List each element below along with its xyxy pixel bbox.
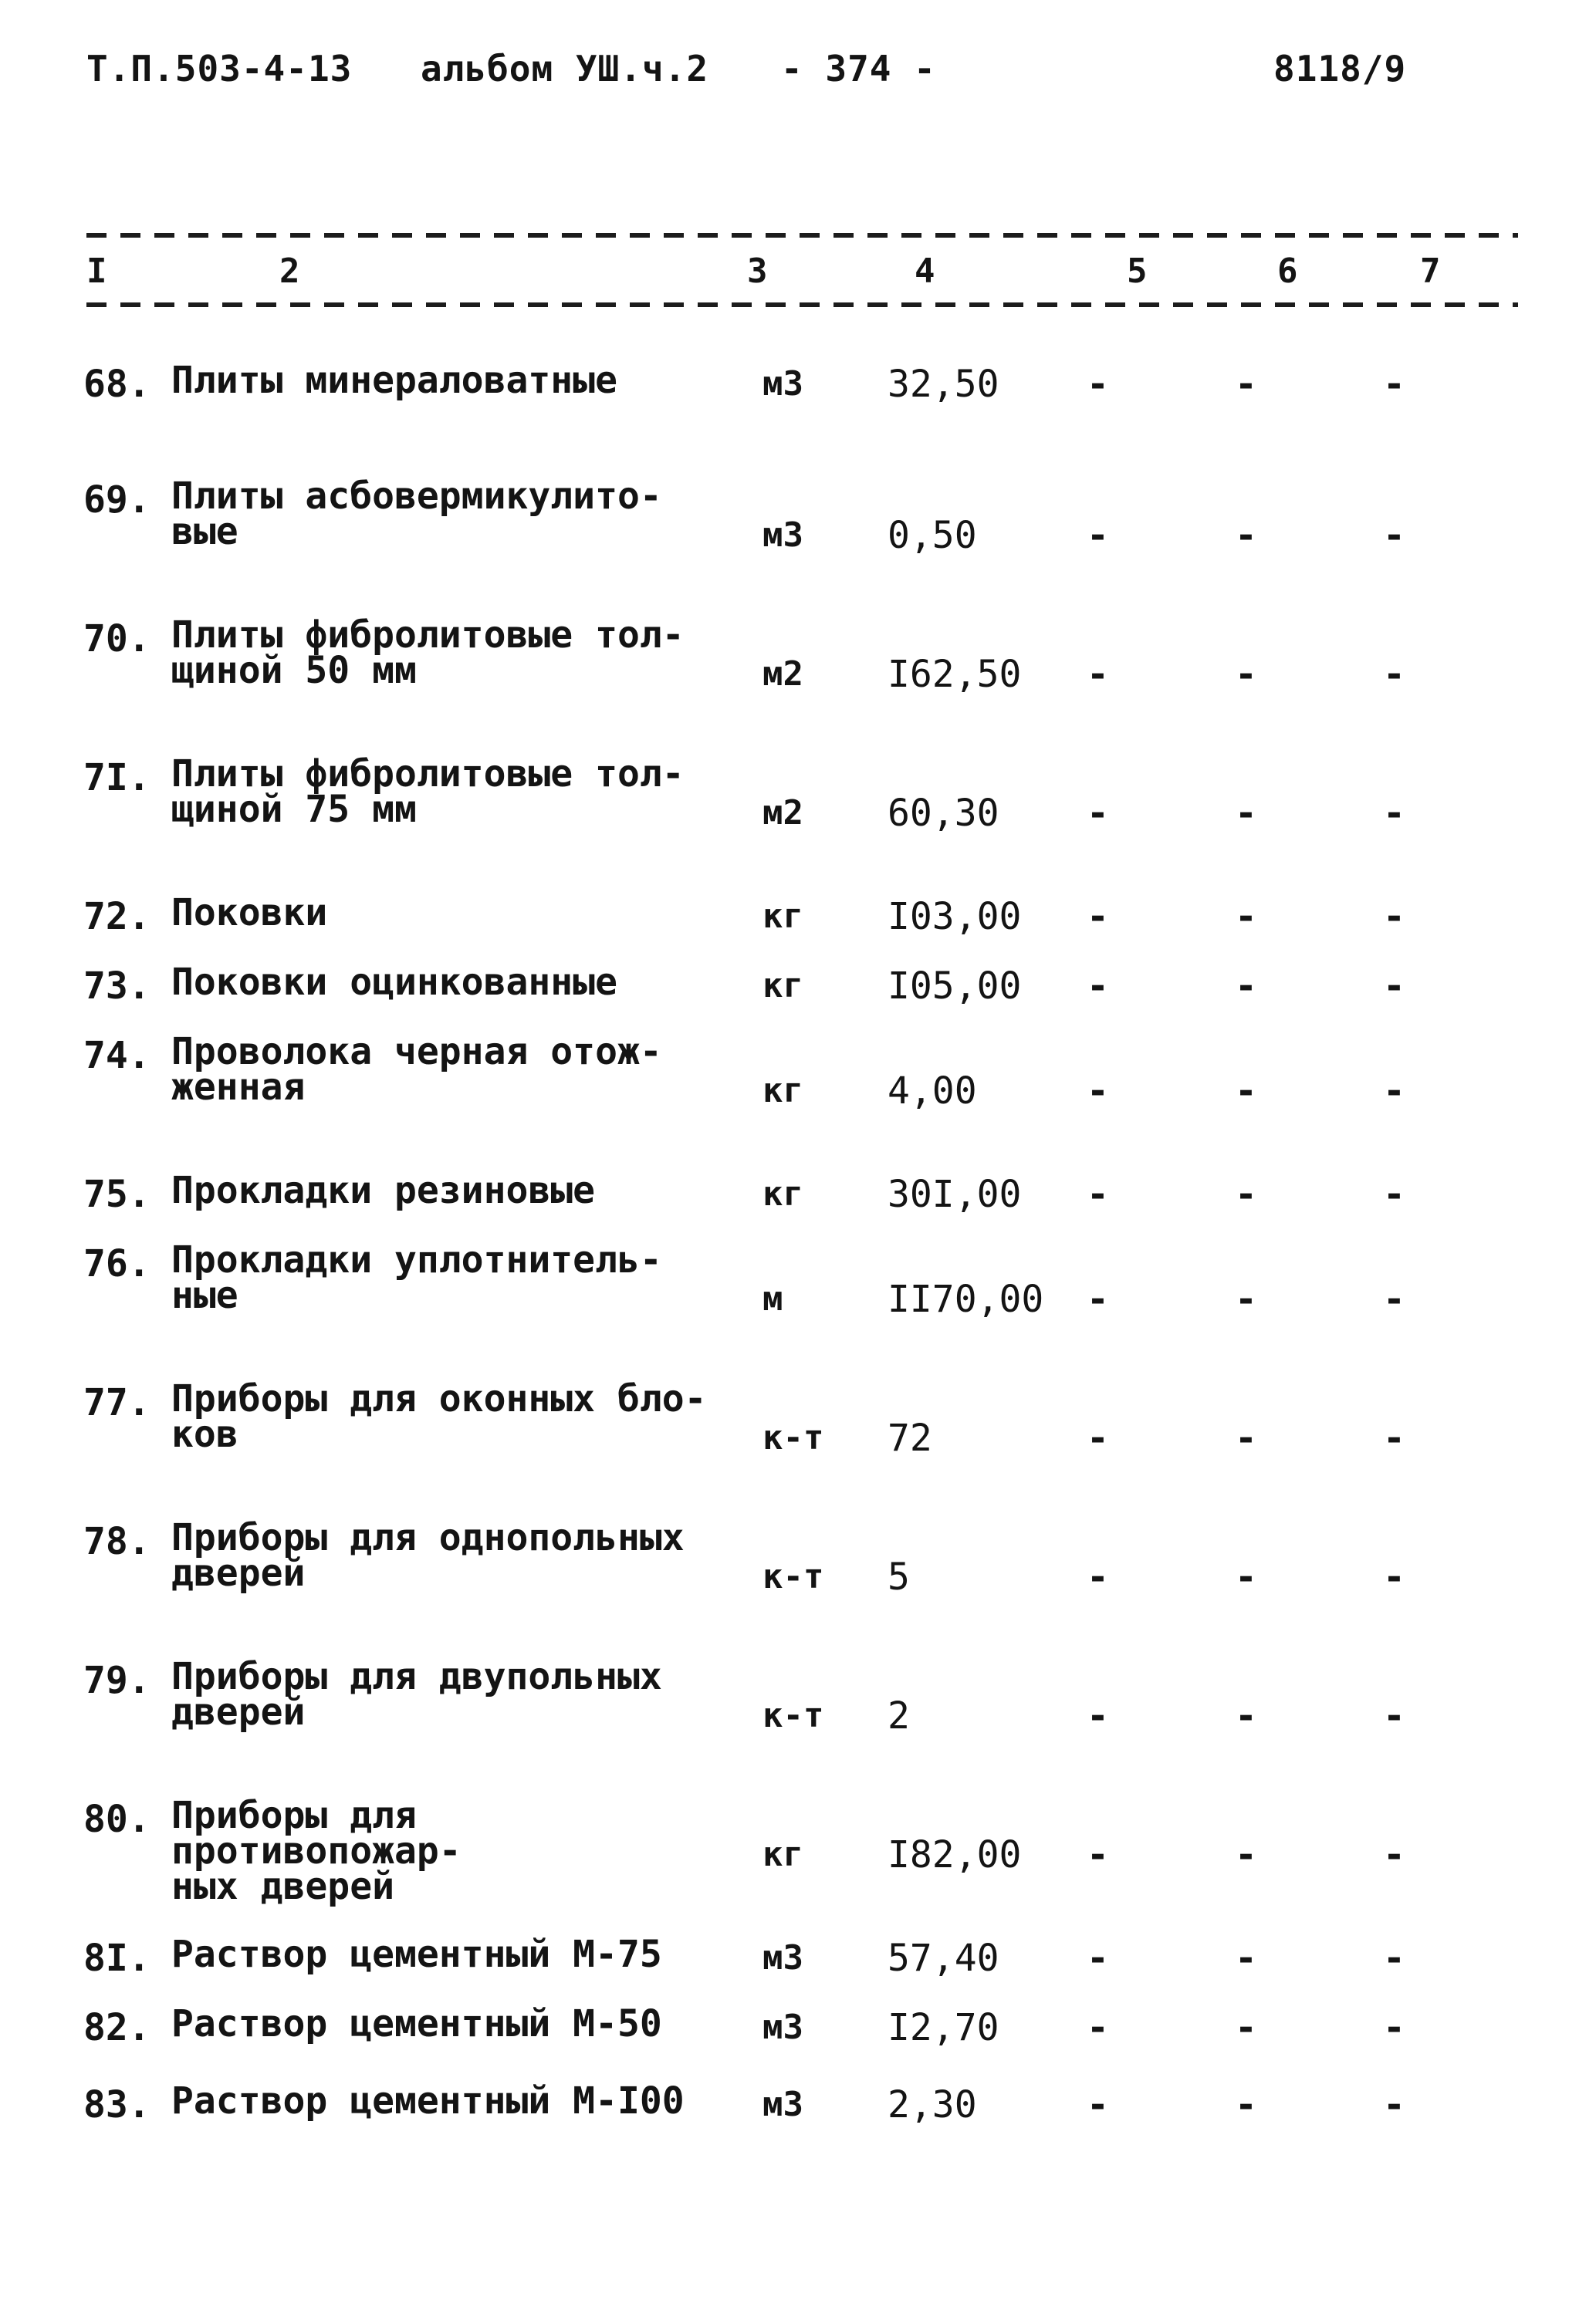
row-number: 7I. (83, 756, 150, 799)
column-7-value: - (1383, 1833, 1405, 1876)
quantity: 57,40 (888, 1937, 999, 1980)
material-name: Плиты минераловатные (171, 359, 617, 402)
unit-of-measure: м3 (762, 2008, 803, 2047)
unit-of-measure: к-т (762, 1557, 824, 1596)
column-6-value: - (1235, 1937, 1257, 1980)
column-5-value: - (1087, 1833, 1109, 1876)
column-5-value: - (1087, 1069, 1109, 1113)
column-5-value: - (1087, 2006, 1109, 2049)
column-5-value: - (1087, 792, 1109, 835)
unit-of-measure: кг (762, 897, 803, 936)
column-number-3: 3 (747, 252, 768, 291)
album-reference: альбом УШ.ч.2 (421, 48, 709, 90)
row-number: 83. (83, 2083, 150, 2126)
unit-of-measure: кг (762, 1071, 803, 1110)
quantity: 4,00 (888, 1069, 977, 1113)
column-number-7: 7 (1420, 252, 1441, 291)
quantity: I03,00 (888, 895, 1022, 938)
unit-of-measure: м2 (762, 654, 803, 694)
column-6-value: - (1235, 2006, 1257, 2049)
column-6-value: - (1235, 1833, 1257, 1876)
material-name: Плиты асбовермикулито- вые (171, 475, 662, 553)
column-6-value: - (1235, 514, 1257, 557)
column-7-value: - (1383, 514, 1405, 557)
column-6-value: - (1235, 1278, 1257, 1321)
column-5-value: - (1087, 1694, 1109, 1738)
unit-of-measure: м2 (762, 793, 803, 833)
column-7-value: - (1383, 792, 1405, 835)
material-name: Раствор цементный М-50 (171, 2002, 662, 2045)
unit-of-measure: кг (762, 1835, 803, 1874)
unit-of-measure: к-т (762, 1418, 824, 1458)
column-5-value: - (1087, 514, 1109, 557)
column-5-value: - (1087, 1937, 1109, 1980)
quantity: 0,50 (888, 514, 977, 557)
column-6-value: - (1235, 792, 1257, 835)
page-number: - 374 - (781, 48, 936, 90)
column-7-value: - (1383, 1278, 1405, 1321)
quantity: 2 (888, 1694, 910, 1738)
quantity: 30I,00 (888, 1173, 1022, 1216)
table-header-rule (86, 302, 1518, 307)
document-number: 8118/9 (1273, 48, 1407, 90)
column-5-value: - (1087, 1173, 1109, 1216)
quantity: 60,30 (888, 792, 999, 835)
unit-of-measure: м (762, 1279, 783, 1319)
column-7-value: - (1383, 1069, 1405, 1113)
material-name: Приборы для двупольных дверей (171, 1655, 662, 1734)
quantity: II70,00 (888, 1278, 1044, 1321)
quantity: 2,30 (888, 2083, 977, 2126)
unit-of-measure: м3 (762, 1938, 803, 1978)
column-6-value: - (1235, 1173, 1257, 1216)
material-name: Прокладки уплотнитель- ные (171, 1238, 662, 1317)
material-name: Плиты фибролитовые тол- щиной 75 мм (171, 752, 685, 831)
unit-of-measure: к-т (762, 1696, 824, 1735)
material-name: Поковки (171, 891, 328, 934)
column-7-value: - (1383, 964, 1405, 1008)
quantity: I2,70 (888, 2006, 999, 2049)
row-number: 69. (83, 478, 150, 522)
column-6-value: - (1235, 1417, 1257, 1460)
row-number: 72. (83, 895, 150, 938)
column-7-value: - (1383, 1173, 1405, 1216)
column-7-value: - (1383, 653, 1405, 696)
row-number: 70. (83, 617, 150, 660)
column-5-value: - (1087, 363, 1109, 406)
row-number: 76. (83, 1242, 150, 1285)
row-number: 79. (83, 1659, 150, 1702)
row-number: 68. (83, 363, 150, 406)
column-7-value: - (1383, 1556, 1405, 1599)
column-7-value: - (1383, 1937, 1405, 1980)
column-6-value: - (1235, 1694, 1257, 1738)
row-number: 82. (83, 2006, 150, 2049)
unit-of-measure: м3 (762, 515, 803, 555)
column-6-value: - (1235, 895, 1257, 938)
column-5-value: - (1087, 1417, 1109, 1460)
row-number: 75. (83, 1173, 150, 1216)
quantity: I62,50 (888, 653, 1022, 696)
unit-of-measure: кг (762, 1174, 803, 1214)
page-header (0, 48, 1596, 102)
column-6-value: - (1235, 1069, 1257, 1113)
material-name: Плиты фибролитовые тол- щиной 50 мм (171, 613, 685, 692)
column-7-value: - (1383, 1417, 1405, 1460)
column-6-value: - (1235, 964, 1257, 1008)
column-6-value: - (1235, 363, 1257, 406)
row-number: 74. (83, 1034, 150, 1077)
column-numbers-row (0, 252, 1596, 298)
column-7-value: - (1383, 2006, 1405, 2049)
material-name: Проволока черная отож- женная (171, 1030, 662, 1109)
quantity: I82,00 (888, 1833, 1022, 1876)
material-name: Поковки оцинкованные (171, 961, 617, 1004)
material-name: Приборы для противопожар- ных дверей (171, 1794, 462, 1908)
row-number: 80. (83, 1798, 150, 1841)
unit-of-measure: м3 (762, 2085, 803, 2124)
unit-of-measure: кг (762, 966, 803, 1005)
quantity: 5 (888, 1556, 910, 1599)
column-number-4: 4 (915, 252, 935, 291)
column-7-value: - (1383, 363, 1405, 406)
column-7-value: - (1383, 895, 1405, 938)
column-6-value: - (1235, 2083, 1257, 2126)
row-number: 77. (83, 1381, 150, 1424)
material-name: Приборы для оконных бло- ков (171, 1377, 707, 1456)
material-name: Прокладки резиновые (171, 1169, 596, 1212)
column-5-value: - (1087, 964, 1109, 1008)
column-5-value: - (1087, 2083, 1109, 2126)
column-5-value: - (1087, 895, 1109, 938)
material-name: Приборы для однопольных дверей (171, 1516, 685, 1595)
column-6-value: - (1235, 653, 1257, 696)
quantity: I05,00 (888, 964, 1022, 1008)
column-5-value: - (1087, 653, 1109, 696)
material-name: Раствор цементный М-75 (171, 1933, 662, 1976)
column-6-value: - (1235, 1556, 1257, 1599)
column-7-value: - (1383, 1694, 1405, 1738)
project-code: Т.П.503-4-13 (86, 48, 353, 90)
column-7-value: - (1383, 2083, 1405, 2126)
material-name: Раствор цементный М-I00 (171, 2079, 685, 2123)
row-number: 78. (83, 1520, 150, 1563)
column-number-1: I (86, 252, 107, 291)
column-number-2: 2 (279, 252, 300, 291)
column-5-value: - (1087, 1556, 1109, 1599)
column-number-6: 6 (1277, 252, 1298, 291)
quantity: 32,50 (888, 363, 999, 406)
column-5-value: - (1087, 1278, 1109, 1321)
unit-of-measure: м3 (762, 364, 803, 404)
row-number: 73. (83, 964, 150, 1008)
row-number: 8I. (83, 1937, 150, 1980)
column-number-5: 5 (1127, 252, 1148, 291)
table-top-rule (86, 233, 1518, 238)
quantity: 72 (888, 1417, 932, 1460)
